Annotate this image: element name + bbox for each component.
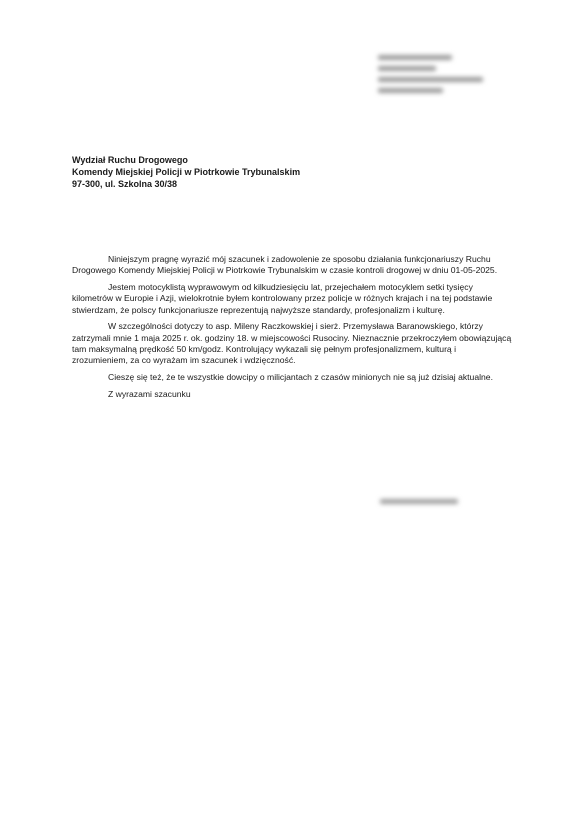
paragraph-3: W szczególności dotyczy to asp. Mileny Raczkowskiej i sierż. Przemysława Baranowskiego, którzy zatrzymali mnie 1 maja 2025 r. ok. godziny 18. w miejscowości Rusociny. Nieznacznie przekroczyłem obowiązującą tam maksymalną prędkość 50 km/godz. Kontrolujący wykazali się pełnym profesjonalizmem, kulturą i zrozumieniem, za co wyrażam im szacunek i wdzięczność. bbox=[72, 321, 512, 366]
redacted-line bbox=[378, 77, 483, 82]
redacted-line bbox=[378, 88, 443, 93]
paragraph-4: Cieszę się też, że te wszystkie dowcipy o milicjantach z czasów minionych nie są już dzisiaj aktualne. bbox=[108, 372, 493, 383]
redacted-sender-address bbox=[378, 55, 483, 99]
redacted-line bbox=[378, 55, 452, 60]
redacted-line bbox=[378, 66, 436, 71]
paragraph-2: Jestem motocyklistą wyprawowym od kilkudziesięciu lat, przejechałem motocyklem setki tysięcy kilometrów w Europie i Azji, wielokrotnie byłem kontrolowany przez policje w różnych krajach i na tej podstawie stwierdzam, że polscy funkcjonariusze reprezentują najwyższe standardy, profesjonalizm i kulturę. bbox=[72, 282, 493, 315]
paragraph-1: Niniejszym pragnę wyrazić mój szacunek i zadowolenie ze sposobu działania funkcjonariuszy Ruchu Drogowego Komendy Miejskiej Policji w Piotrkowie Trybunalskim w czasie kontroli drogowej w dniu 01-05-2025. bbox=[72, 254, 498, 276]
redacted-signature bbox=[380, 497, 458, 507]
closing: Z wyrazami szacunku bbox=[108, 388, 191, 399]
letter-body bbox=[72, 254, 512, 406]
recipient-line-2: Komendy Miejskiej Policji w Piotrkowie Trybunalskim bbox=[72, 167, 301, 177]
recipient-line-1: Wydział Ruchu Drogowego bbox=[72, 155, 188, 165]
redacted-line bbox=[380, 499, 458, 504]
recipient-line-3: 97-300, ul. Szkolna 30/38 bbox=[72, 179, 178, 189]
recipient-address bbox=[72, 154, 300, 190]
